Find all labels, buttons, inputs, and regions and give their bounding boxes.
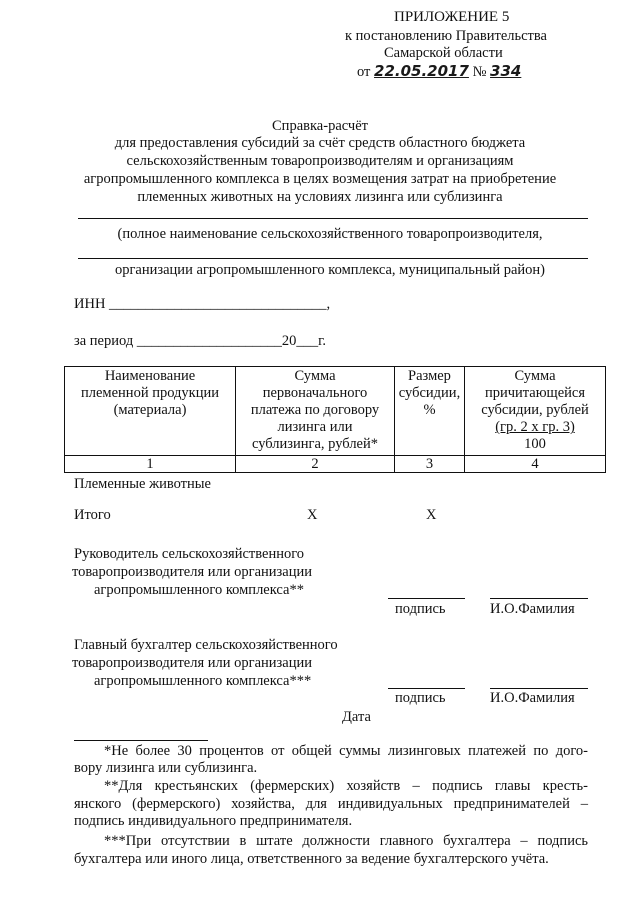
head-label-line-2: товаропроизводителя или организации — [72, 564, 312, 580]
head-name-line — [490, 598, 588, 599]
accountant-name-line — [490, 688, 588, 689]
head-label-line-1: Руководитель сельскохозяйственного — [74, 546, 305, 562]
subsidy-table — [64, 366, 606, 473]
appendix-decree: к постановлению Правительства — [345, 28, 547, 44]
title-line-4: племенных животных на условиях лизинга или сублизинга — [137, 189, 503, 205]
column-number: 3 — [395, 456, 465, 473]
date-label: Дата — [342, 709, 371, 725]
head-signature-caption: подпись — [395, 601, 446, 617]
accountant-signature-caption: подпись — [395, 690, 446, 706]
head-name-caption: И.О.Фамилия — [490, 601, 575, 617]
total-x-mark-rate: Х — [426, 507, 437, 523]
inn-blank[interactable]: ______________________________, — [109, 296, 331, 312]
period-year[interactable]: 20___г. — [281, 333, 327, 349]
org-name-line-1 — [78, 218, 588, 219]
period-row — [74, 333, 326, 350]
inn-row — [74, 296, 330, 313]
org-name-line-2 — [78, 258, 588, 259]
org-caption-1: (полное наименование сельскохозяйственного товаропроизводителя, — [117, 226, 543, 242]
appendix-region: Самарской области — [384, 45, 503, 61]
row-breeding-animals: Племенные животные — [74, 476, 211, 492]
row-total: Итого — [74, 507, 111, 523]
accountant-name-caption: И.О.Фамилия — [490, 690, 575, 706]
header-cell-product: Наименование племенной продукции (материала) — [65, 367, 236, 456]
header-cell-payment: Сумма первоначального платежа по договору лизинга или сублизинга, рублей* — [236, 367, 395, 456]
title-line-3: агропромышленного комплекса в целях возмещения затрат на приобретение — [83, 171, 557, 187]
header-cell-rate: Размер субсидии, % — [395, 367, 465, 456]
handwritten-date: 22.05.2017 — [374, 62, 469, 80]
title-line-1: для предоставления субсидий за счёт средств областного бюджета — [114, 135, 526, 151]
org-caption-2: организации агропромышленного комплекса, муниципальный район) — [114, 262, 545, 278]
head-label-line-3: агропромышленного комплекса** — [94, 582, 304, 598]
column-number: 1 — [65, 456, 236, 473]
period-label: за период — [74, 333, 134, 349]
handwritten-number: 334 — [490, 62, 522, 80]
accountant-label-line-1: Главный бухгалтер сельскохозяйственного — [74, 637, 338, 653]
formula-text: (гр. 2 х гр. 3) — [495, 419, 575, 436]
column-number: 4 — [465, 456, 606, 473]
document-title: Справка-расчёт — [272, 118, 368, 134]
footnote-2-line-1: **Для крестьянских (фермерских) хозяйств – подпись главы кресть- — [104, 778, 588, 794]
footnote-3-line-2: бухгалтера или иного лица, ответственного за ведение бухгалтерского учёта. — [74, 851, 549, 867]
table-header-row — [65, 367, 606, 456]
inn-label: ИНН — [74, 296, 106, 312]
footnote-3-line-1: ***При отсутствии в штате должности главного бухгалтера – подпись — [104, 833, 588, 849]
column-number: 2 — [236, 456, 395, 473]
period-blank[interactable]: ____________________ — [136, 333, 282, 349]
accountant-label-line-2: товаропроизводителя или организации — [72, 655, 312, 671]
footnote-2-line-2: янского (фермерского) хозяйства, для индивидуальных предпринимателей – — [74, 796, 588, 812]
title-line-2: сельскохозяйственным товаропроизводителям и организациям — [126, 153, 514, 169]
footnote-1-line-1: *Не более 30 процентов от общей суммы лизинговых платежей по дого- — [104, 743, 588, 759]
head-signature-line — [388, 598, 465, 599]
table-numbering-row — [65, 456, 606, 473]
header-cell-subsidy: Сумма причитающейся субсидии, рублей (гр. 2 х гр. 3) 100 — [465, 367, 606, 456]
from-label: от — [357, 64, 371, 80]
footnote-1-line-2: вору лизинга или сублизинга. — [74, 760, 258, 776]
footnote-2-line-3: подпись индивидуального предпринимателя. — [74, 813, 353, 829]
number-label: № — [472, 64, 487, 80]
footnote-separator — [74, 740, 208, 741]
appendix-date-line — [357, 63, 521, 81]
total-x-mark-payment: Х — [307, 507, 318, 523]
formula-denominator: 100 — [524, 436, 546, 453]
accountant-label-line-3: агропромышленного комплекса*** — [94, 673, 312, 689]
accountant-signature-line — [388, 688, 465, 689]
appendix-title: ПРИЛОЖЕНИЕ 5 — [394, 9, 510, 25]
